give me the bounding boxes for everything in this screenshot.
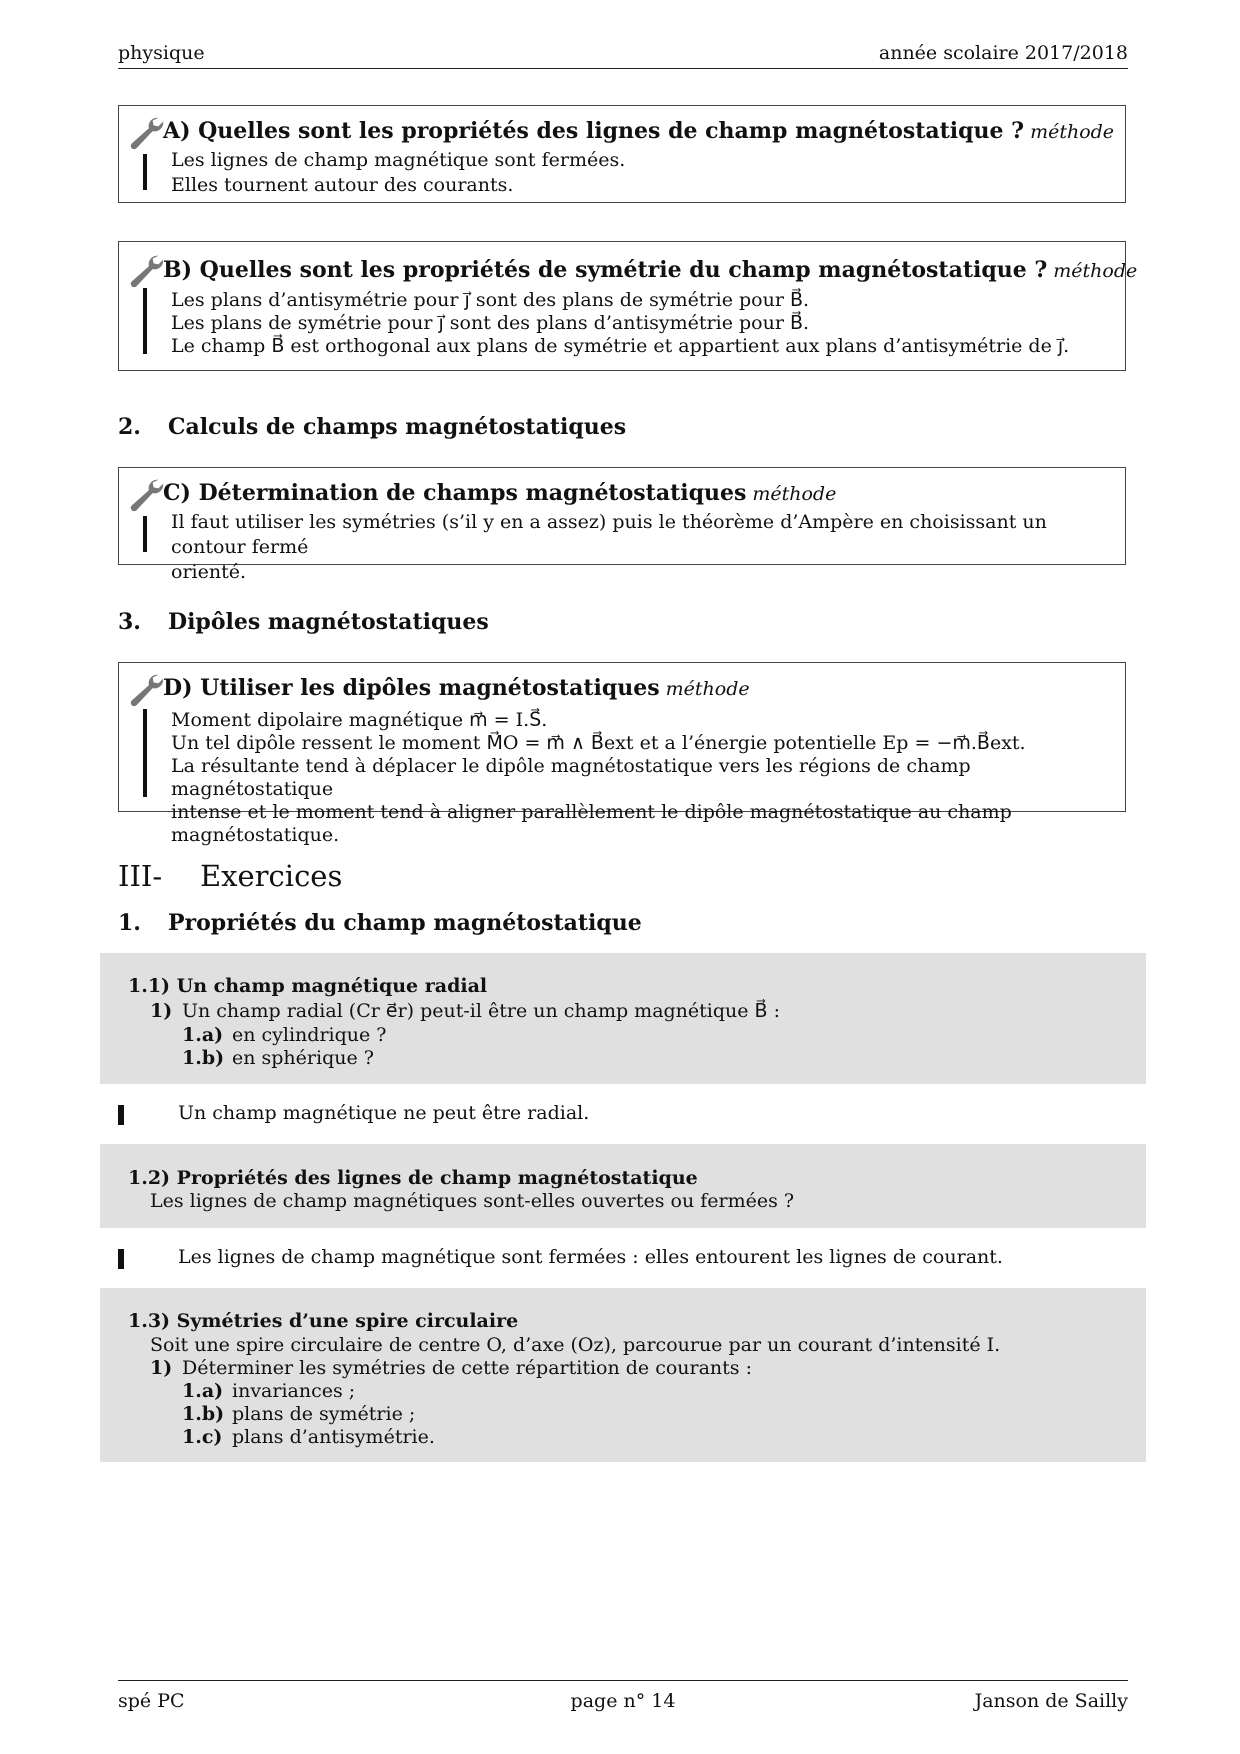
sub-question: 1.a) invariances ; [182,1380,356,1402]
wrench-icon [127,671,165,709]
footer-page-number: page n° 14 [570,1690,676,1712]
part-heading: III- Exercices [118,859,343,893]
method-bar [143,288,147,354]
exercise-title: 1.3) Symétries d’une spire circulaire [128,1310,519,1332]
exercise-text: Soit une spire circulaire de centre O, d’axe (Oz), parcourue par un courant d’intensité I. [150,1334,1001,1356]
question: 1) Déterminer les symétries de cette répartition de courants : [150,1357,752,1379]
page-header [118,40,1128,69]
answer: Un champ magnétique ne peut être radial. [118,1102,1128,1128]
sub-question: 1.b) en sphérique ? [182,1047,374,1069]
exercise-box-1-1 [100,953,1146,1084]
wrench-icon [127,114,165,152]
section-heading: 3. Dipôles magnétostatiques [118,609,489,635]
method-box-d [118,662,1126,846]
method-box-a [118,105,1126,203]
method-title: B) Quelles sont les propriétés de symétrie du champ magnétostatique ? méthode [163,257,1138,283]
sub-question: 1.b) plans de symétrie ; [182,1403,416,1425]
section-heading: 1. Propriétés du champ magnétostatique [118,910,642,936]
wrench-icon [127,252,165,290]
exercise-box-1-2 [100,1144,1146,1228]
method-box-b [118,241,1138,371]
answer-marker [118,1249,124,1269]
sub-question: 1.c) plans d’antisymétrie. [182,1426,435,1448]
method-title: A) Quelles sont les propriétés des lignes de champ magnétostatique ? méthode [163,118,1115,144]
method-body: Moment dipolaire magnétique m⃗ = I.S⃗. Un tel dipôle ressent le moment M⃗O = m⃗ ∧ B⃗ext et a l’énergie potentielle Ep = −m⃗.B⃗ext. La résultante tend à déplacer le dipôle magnétostatique vers les régions de champ magnétostatique intense et le moment tend à aligner parallèlement le dipôle magnétostatique au champ magnétostatique. [171,709,1026,846]
answer: Les lignes de champ magnétique sont fermées : elles entourent les lignes de courant. [118,1246,1128,1272]
header-year: année scolaire 2017/2018 [878,42,1128,64]
page-footer [118,1680,1128,1721]
section-heading: 2. Calculs de champs magnétostatiques [118,414,627,440]
wrench-icon [127,476,165,514]
sub-question: 1.a) en cylindrique ? [182,1024,387,1046]
footer-class: spé PC [118,1690,185,1712]
method-body: Il faut utiliser les symétries (s’il y en a assez) puis le théorème d’Ampère en choisissant un contour fermé orienté. [171,511,1047,583]
header-subject: physique [118,42,205,64]
method-bar [143,709,147,797]
exercise-title: 1.2) Propriétés des lignes de champ magnétostatique [128,1167,698,1189]
question: 1) Un champ radial (Cr e⃗r) peut-il être un champ magnétique B⃗ : [150,1000,781,1022]
method-title: C) Détermination de champs magnétostatiques méthode [163,480,837,506]
exercise-text: Les lignes de champ magnétiques sont-elles ouvertes ou fermées ? [150,1190,795,1212]
method-title: D) Utiliser les dipôles magnétostatiques méthode [163,675,750,701]
answer-marker [118,1105,124,1125]
method-bar [143,154,147,190]
exercise-title: 1.1) Un champ magnétique radial [128,975,488,997]
method-box-c [118,467,1126,583]
footer-school: Janson de Sailly [974,1690,1128,1712]
method-body: Les lignes de champ magnétique sont fermées. Elles tournent autour des courants. [171,149,626,196]
method-body: Les plans d’antisymétrie pour j⃗ sont des plans de symétrie pour B⃗. Les plans de symétrie pour j⃗ sont des plans d’antisymétrie pour B⃗. Le champ B⃗ est orthogonal aux plans de symétrie et appartient aux plans d’antisymétrie de j⃗. [171,289,1070,357]
exercise-box-1-3 [100,1288,1146,1462]
method-bar [143,516,147,552]
